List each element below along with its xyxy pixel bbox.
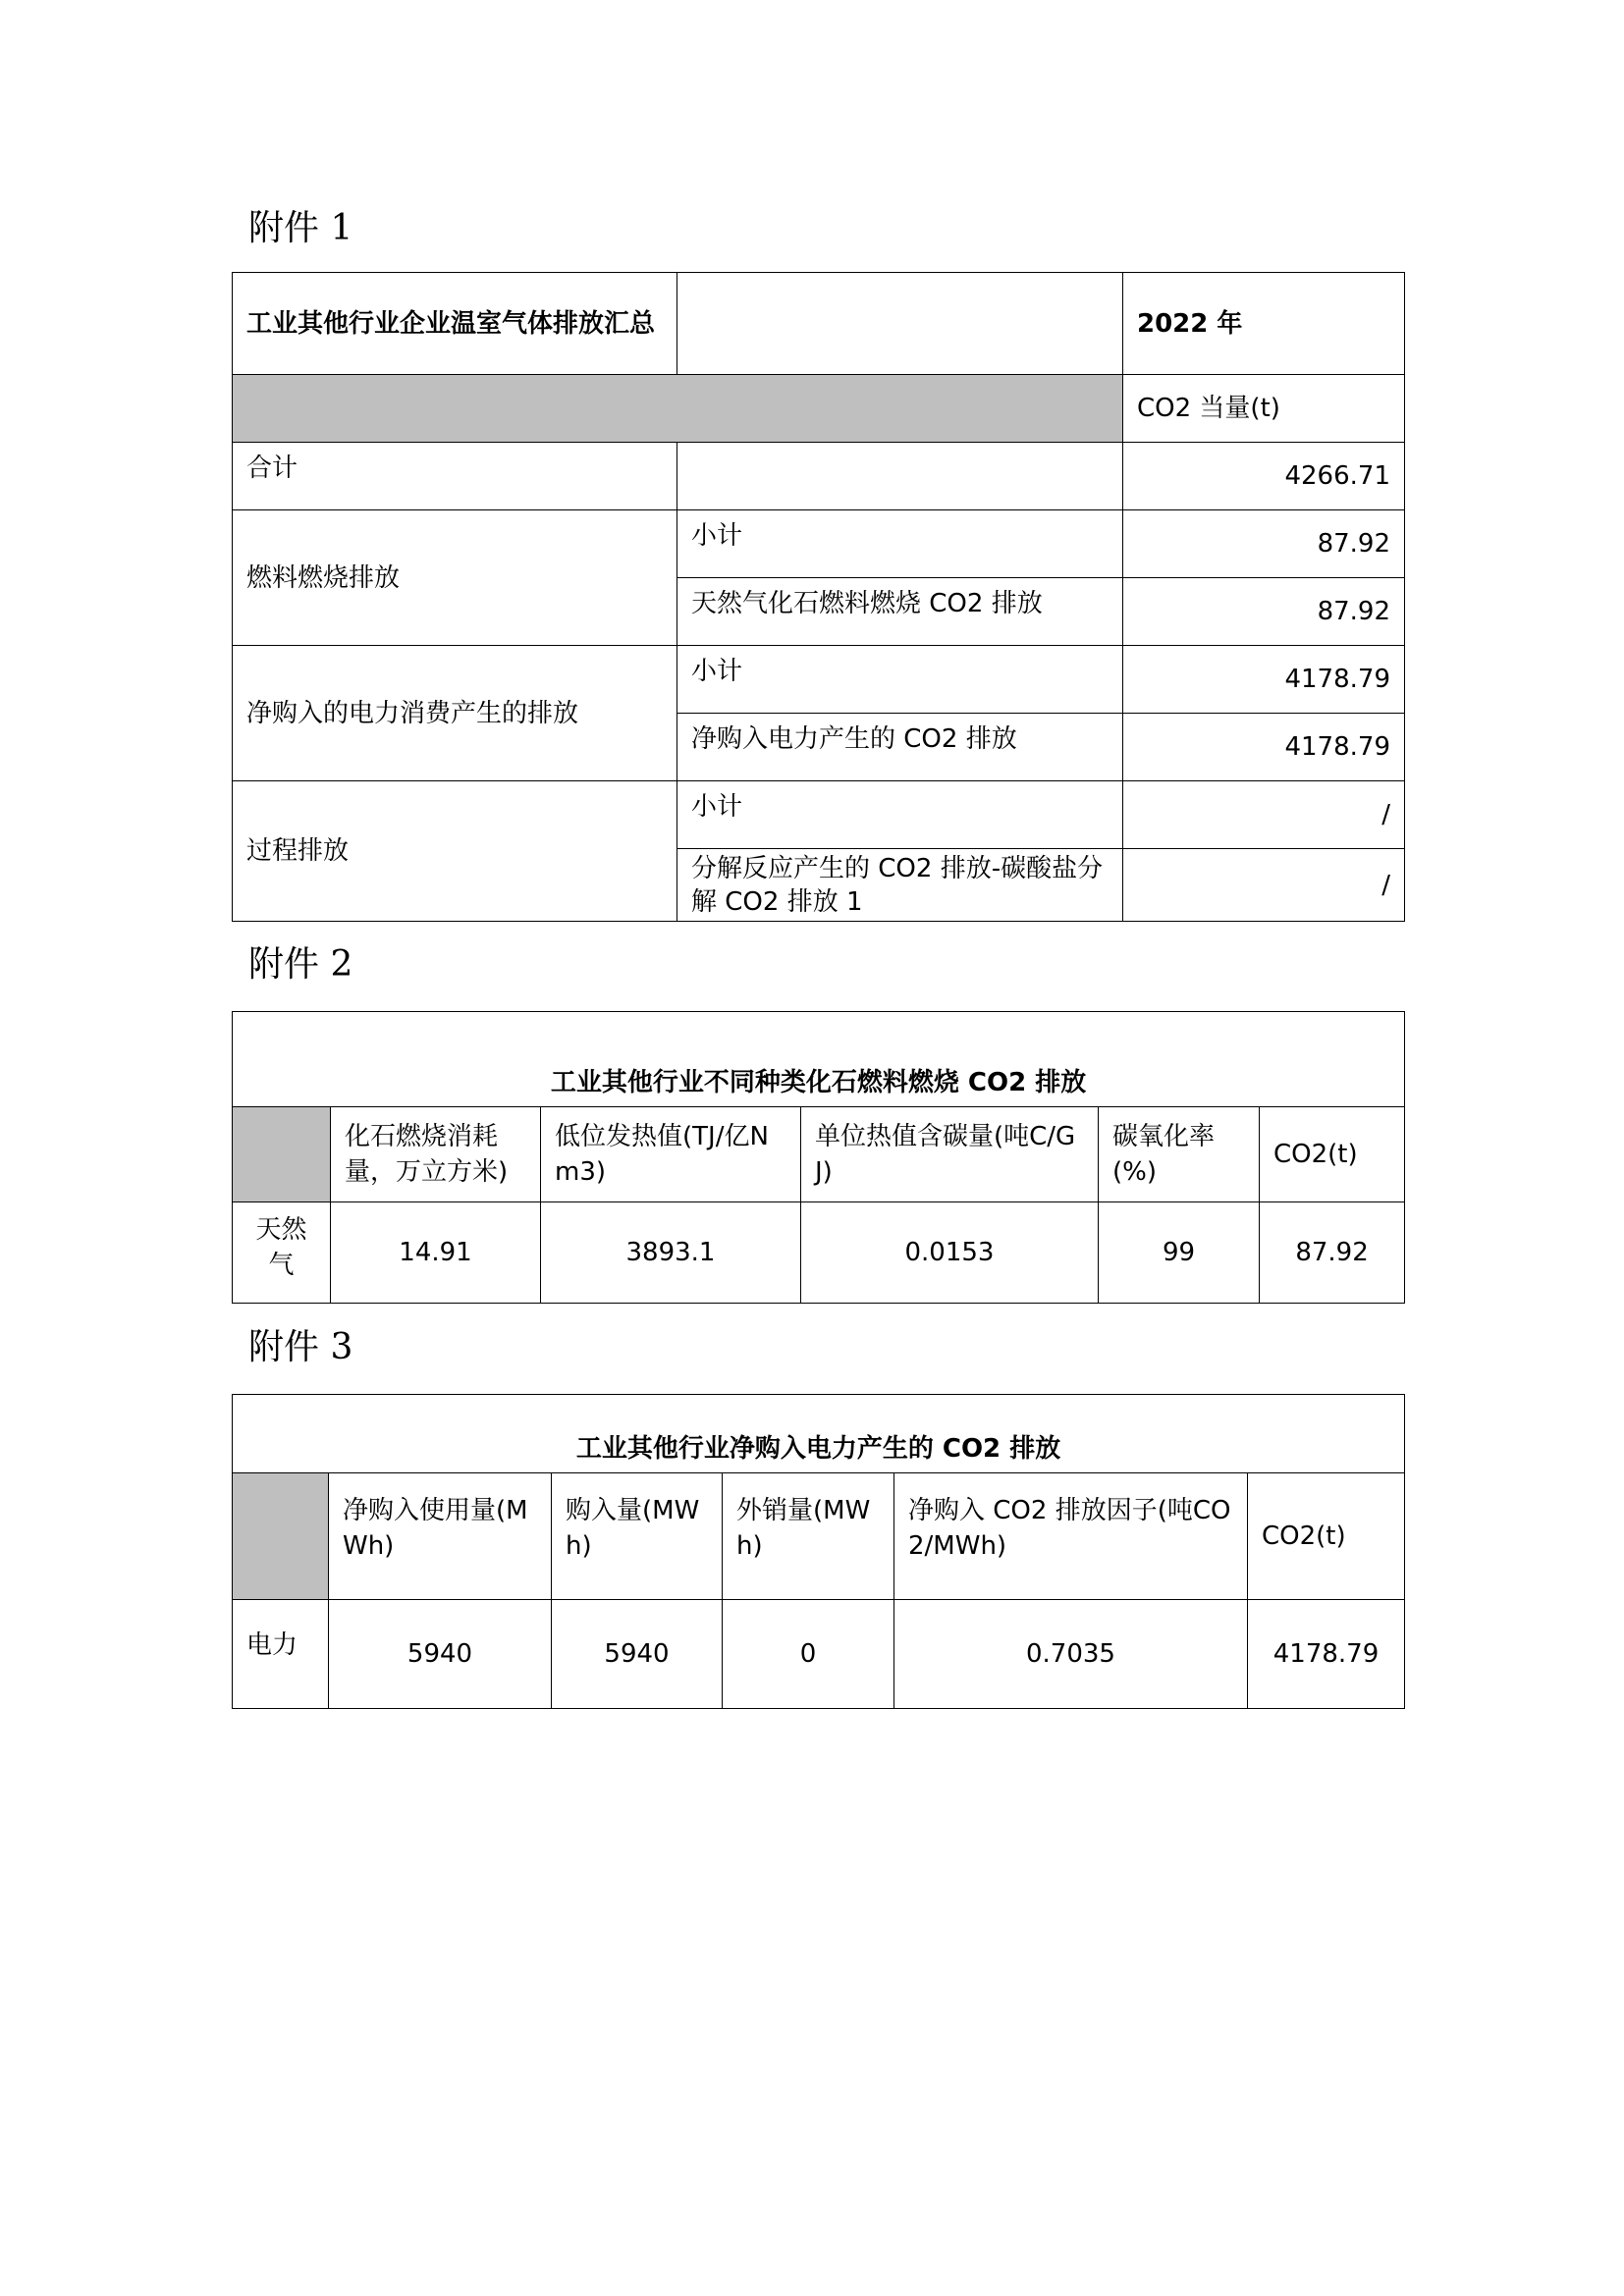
item-label: 小计 bbox=[677, 646, 1123, 714]
cell-value: 4178.79 bbox=[1248, 1600, 1405, 1709]
total-value: 4266.71 bbox=[1123, 443, 1405, 510]
emissions-summary-table bbox=[232, 272, 1405, 922]
column-header: 单位热值含碳量(吨C/GJ) bbox=[801, 1107, 1099, 1202]
item-value: 4178.79 bbox=[1123, 714, 1405, 781]
item-label: 天然气化石燃料燃烧 CO2 排放 bbox=[677, 578, 1123, 646]
column-header: CO2(t) bbox=[1260, 1107, 1405, 1202]
group-label: 燃料燃烧排放 bbox=[233, 510, 677, 646]
fuel-combustion-table bbox=[232, 1011, 1405, 1304]
item-value: 87.92 bbox=[1123, 578, 1405, 646]
fuel-table-title: 工业其他行业不同种类化石燃料燃烧 CO2 排放 bbox=[233, 1012, 1405, 1107]
item-label: 小计 bbox=[677, 510, 1123, 578]
gray-header-cell bbox=[233, 1473, 329, 1600]
item-label: 分解反应产生的 CO2 排放-碳酸盐分解 CO2 排放 1 bbox=[677, 849, 1123, 922]
unit-label: CO2 当量(t) bbox=[1123, 375, 1405, 443]
column-header: CO2(t) bbox=[1248, 1473, 1405, 1600]
cell-value: 3893.1 bbox=[541, 1202, 801, 1304]
empty-cell bbox=[677, 273, 1123, 375]
row-label: 电力 bbox=[233, 1600, 329, 1709]
summary-title: 工业其他行业企业温室气体排放汇总 bbox=[233, 273, 677, 375]
total-label: 合计 bbox=[233, 443, 677, 510]
attachment-3-heading: 附件 3 bbox=[248, 1327, 353, 1367]
empty-cell bbox=[677, 443, 1123, 510]
column-header: 低位发热值(TJ/亿Nm3) bbox=[541, 1107, 801, 1202]
cell-value: 0 bbox=[723, 1600, 894, 1709]
cell-value: 0.7035 bbox=[894, 1600, 1248, 1709]
column-header: 外销量(MWh) bbox=[723, 1473, 894, 1600]
cell-value: 87.92 bbox=[1260, 1202, 1405, 1304]
cell-value: 5940 bbox=[552, 1600, 723, 1709]
electricity-table-title: 工业其他行业净购入电力产生的 CO2 排放 bbox=[233, 1395, 1405, 1473]
cell-value: 0.0153 bbox=[801, 1202, 1099, 1304]
column-header: 净购入使用量(MWh) bbox=[329, 1473, 552, 1600]
cell-value: 99 bbox=[1099, 1202, 1260, 1304]
gray-header-cell bbox=[233, 1107, 331, 1202]
item-value: / bbox=[1123, 781, 1405, 849]
item-value: 87.92 bbox=[1123, 510, 1405, 578]
item-value: 4178.79 bbox=[1123, 646, 1405, 714]
year-label: 2022 年 bbox=[1123, 273, 1405, 375]
item-value: / bbox=[1123, 849, 1405, 922]
column-header: 购入量(MWh) bbox=[552, 1473, 723, 1600]
column-header: 净购入 CO2 排放因子(吨CO2/MWh) bbox=[894, 1473, 1248, 1600]
attachment-1-heading: 附件 1 bbox=[248, 208, 353, 248]
cell-value: 5940 bbox=[329, 1600, 552, 1709]
column-header: 碳氧化率(%) bbox=[1099, 1107, 1260, 1202]
column-header: 化石燃烧消耗量，万立方米) bbox=[331, 1107, 541, 1202]
row-label: 天然气 bbox=[233, 1202, 331, 1304]
gray-header-cell bbox=[233, 375, 1123, 443]
cell-value: 14.91 bbox=[331, 1202, 541, 1304]
group-label: 净购入的电力消费产生的排放 bbox=[233, 646, 677, 781]
attachment-2-heading: 附件 2 bbox=[248, 944, 353, 985]
item-label: 净购入电力产生的 CO2 排放 bbox=[677, 714, 1123, 781]
item-label: 小计 bbox=[677, 781, 1123, 849]
group-label: 过程排放 bbox=[233, 781, 677, 922]
purchased-electricity-table bbox=[232, 1394, 1405, 1709]
